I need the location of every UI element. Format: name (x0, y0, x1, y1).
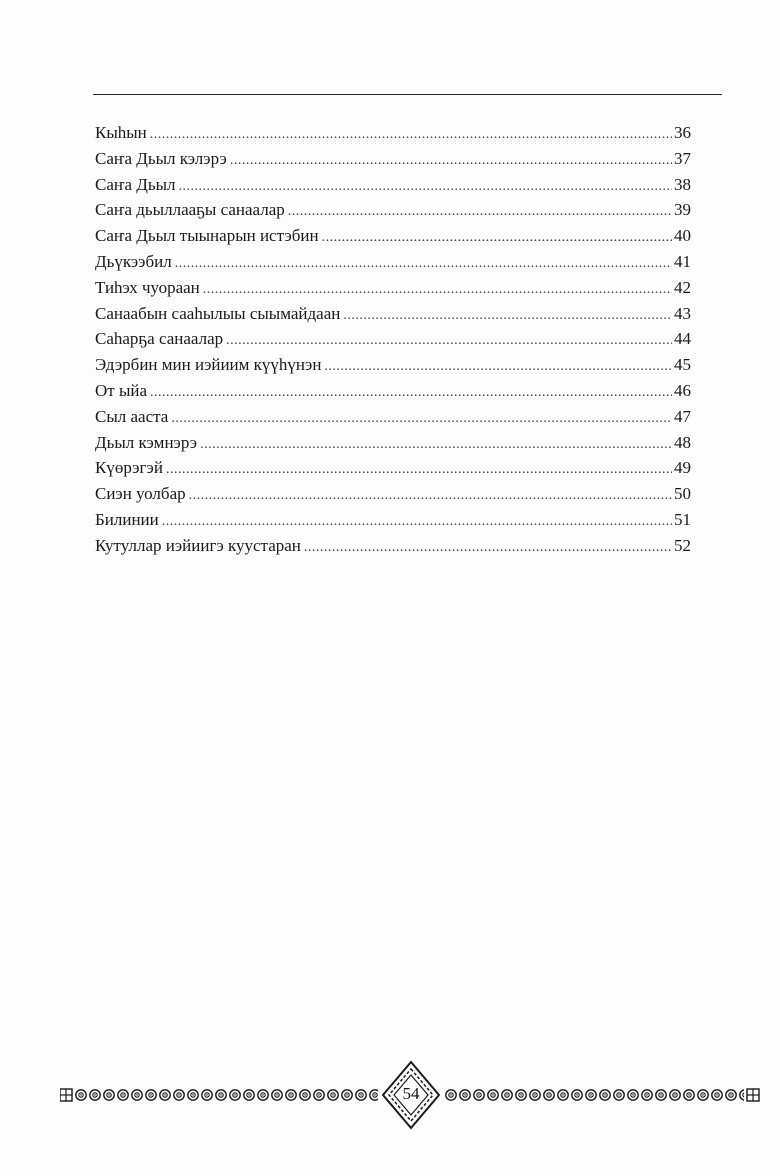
toc-entry-page: 38 (674, 174, 691, 194)
header-rule (93, 94, 722, 95)
page-number-medallion (381, 1060, 441, 1130)
toc-entry-page: 37 (674, 148, 691, 168)
toc-dot-leader (304, 535, 672, 561)
page-number: 54 (402, 1084, 420, 1103)
toc-entry-title: Саҥа Дьыл (95, 174, 176, 194)
toc-entry-title: Күөрэгэй (95, 458, 163, 478)
toc-dot-leader (189, 483, 672, 509)
toc-dot-leader (230, 148, 672, 174)
toc-entry (95, 533, 691, 559)
toc-entry-page: 39 (674, 200, 691, 220)
toc-entry-title: Тиһэх чуораан (95, 277, 200, 297)
toc-dot-leader (150, 380, 672, 406)
toc-dot-leader (200, 432, 672, 458)
toc-entry-title: Саҥа дьыллааҕы санаалар (95, 200, 285, 220)
toc-entry (95, 481, 691, 507)
toc-entry (95, 507, 691, 533)
toc-entry (95, 223, 691, 249)
toc-entry (95, 249, 691, 275)
toc-dot-leader (324, 354, 672, 380)
toc-entry-title: Кутуллар иэйиигэ куустаран (95, 535, 301, 555)
toc-dot-leader (203, 277, 672, 303)
toc-entry-page: 47 (674, 406, 691, 426)
toc-dot-leader (171, 406, 672, 432)
toc-dot-leader (175, 251, 672, 277)
toc-entry-page: 40 (674, 226, 691, 246)
toc-entry-title: Билинии (95, 509, 159, 529)
toc-entry (95, 404, 691, 430)
toc-entry-title: Кыһын (95, 123, 147, 142)
toc-dot-leader (288, 199, 672, 225)
toc-entry-page: 44 (674, 329, 691, 349)
toc-entry-page: 46 (674, 380, 691, 400)
toc-entry-title: Санаабын сааһылыы сыымайдаан (95, 303, 341, 323)
toc-dot-leader (162, 509, 672, 535)
toc-entry-page: 41 (674, 251, 691, 271)
toc-entry-page: 42 (674, 277, 691, 297)
toc-dot-leader (322, 225, 672, 251)
page-footer (60, 1060, 760, 1130)
toc-entry (95, 275, 691, 301)
toc-entry-page: 50 (674, 484, 691, 504)
toc-entry-page: 43 (674, 303, 691, 323)
toc-entry (95, 197, 691, 223)
toc-dot-leader (179, 174, 672, 200)
toc-entry-title: От ыйа (95, 380, 148, 400)
toc-entry (95, 172, 691, 198)
toc-entry (95, 430, 691, 456)
toc-dot-leader (226, 328, 672, 354)
toc-entry-page: 48 (674, 432, 691, 452)
toc-entry-title: Саҥа Дьыл кэлэрэ (95, 148, 227, 168)
spiral-ornament-left (60, 1088, 378, 1102)
toc-dot-leader (166, 457, 672, 483)
toc-entry-title: Дьыл кэмнэрэ (95, 432, 198, 452)
toc-entry-title: Эдэрбин мин иэйиим күүһүнэн (95, 355, 322, 375)
toc-entry-title: Сиэн уолбар (95, 484, 186, 504)
toc-dot-leader (150, 122, 672, 148)
toc-entry-page: 52 (674, 535, 691, 555)
toc-entry (95, 326, 691, 352)
toc-dot-leader (343, 303, 672, 329)
spiral-ornament-right (444, 1088, 760, 1102)
toc-entry (95, 352, 691, 378)
toc-entry-page: 36 (674, 123, 691, 142)
toc-entry (95, 378, 691, 404)
toc-entry-page: 45 (674, 355, 691, 375)
toc-entry (95, 120, 691, 146)
toc-entry-title: Саһарҕа санаалар (95, 329, 224, 349)
toc-entry (95, 146, 691, 172)
toc-entry-title: Дьүкээбил (95, 251, 172, 271)
toc-entry-title: Саҥа Дьыл тыынарын истэбин (95, 226, 319, 246)
toc-entry-page: 49 (674, 458, 691, 478)
toc-entry-page: 51 (674, 509, 691, 529)
toc-entry-title: Сыл ааста (95, 406, 169, 426)
table-of-contents (95, 120, 691, 559)
toc-entry (95, 455, 691, 481)
toc-entry (95, 301, 691, 327)
